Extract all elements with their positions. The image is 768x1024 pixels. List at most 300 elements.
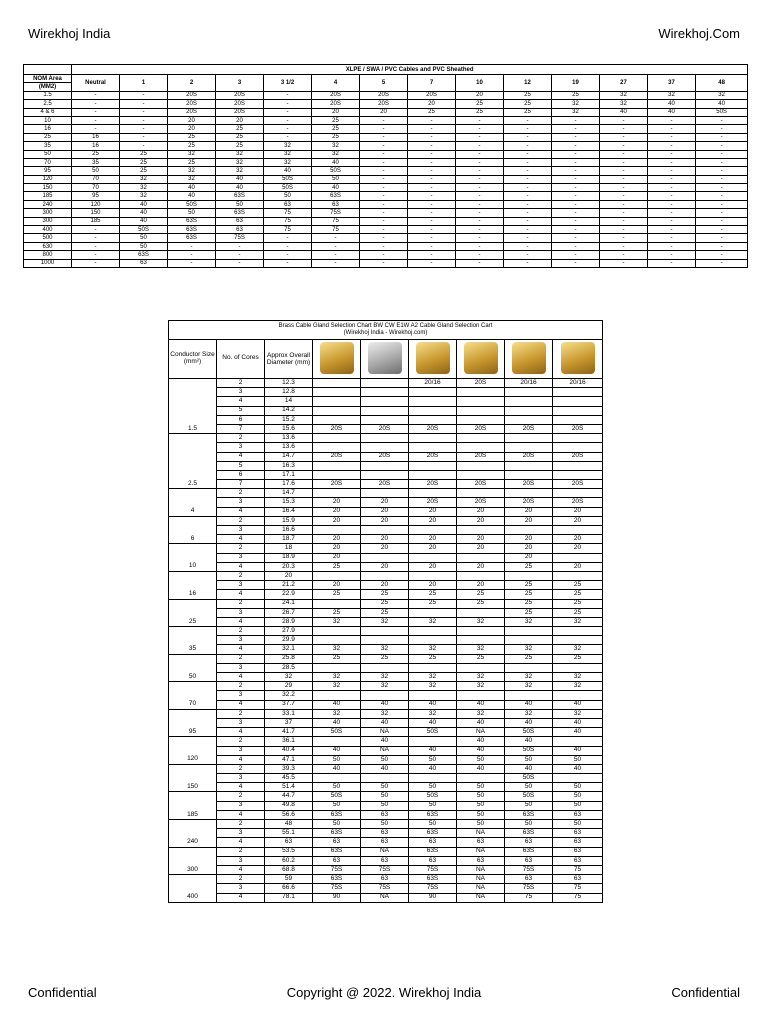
gland-size-cell: 50 xyxy=(361,792,409,801)
diameter-cell: 18.7 xyxy=(265,535,313,544)
gland-size-cell: - xyxy=(360,150,408,158)
gland-size-cell xyxy=(553,397,603,406)
gland-size-cell: 50 xyxy=(457,801,505,810)
gland-size-cell: 20 xyxy=(313,516,361,525)
gland-size-cell xyxy=(553,461,603,470)
gland-size-cell xyxy=(361,443,409,452)
gland-size-cell: 32 xyxy=(361,617,409,626)
gland-size-cell: 40 xyxy=(553,700,603,709)
gland-size-cell xyxy=(409,737,457,746)
gland-size-cell: - xyxy=(600,158,648,166)
gland-size-cell: 50S xyxy=(505,774,553,783)
gland-size-cell: 20/16 xyxy=(505,379,553,388)
gland-size-cell: 25 xyxy=(505,590,553,599)
table-row xyxy=(169,571,603,580)
gland-size-cell xyxy=(361,461,409,470)
gland-size-cell: 40 xyxy=(553,718,603,727)
table-row xyxy=(169,755,603,764)
gland-size-cell: - xyxy=(552,142,600,150)
table-row xyxy=(24,100,748,108)
gland-size-cell: - xyxy=(360,200,408,208)
gland-size-cell: 40 xyxy=(409,718,457,727)
table1-col-header: 27 xyxy=(600,75,648,92)
gland-size-cell xyxy=(505,388,553,397)
gland-size-cell: 50 xyxy=(553,820,603,829)
gland-size-cell: - xyxy=(696,242,748,250)
gland-size-cell: 20S xyxy=(505,480,553,489)
cores-cell: 2 xyxy=(217,737,265,746)
gland-size-cell: 63 xyxy=(505,856,553,865)
gland-size-cell: - xyxy=(456,167,504,175)
table-row xyxy=(24,91,748,99)
table-row xyxy=(24,108,748,116)
gland-size-cell: - xyxy=(504,192,552,200)
gland-size-cell: - xyxy=(696,167,748,175)
gland-size-cell xyxy=(313,397,361,406)
table-row xyxy=(24,150,748,158)
gland-size-cell: 20 xyxy=(409,562,457,571)
gland-size-cell xyxy=(457,608,505,617)
gland-size-cell: 25 xyxy=(313,608,361,617)
nom-area-cell: 800 xyxy=(24,251,72,259)
cores-cell: 2 xyxy=(217,379,265,388)
diameter-cell: 63 xyxy=(265,838,313,847)
gland-size-cell xyxy=(505,571,553,580)
table-row xyxy=(169,397,603,406)
gland-size-cell: 40 xyxy=(648,108,696,116)
diameter-cell: 33.1 xyxy=(265,709,313,718)
gland-size-cell: 16 xyxy=(72,142,120,150)
gland-size-cell: 75 xyxy=(312,226,360,234)
conductor-size-cell: 300 xyxy=(169,847,217,875)
gland-size-cell: 32 xyxy=(600,91,648,99)
gland-size-cell xyxy=(313,461,361,470)
gland-size-cell: 32 xyxy=(313,709,361,718)
gland-size-cell: 40 xyxy=(313,718,361,727)
gland-size-cell: 20 xyxy=(361,544,409,553)
diameter-cell: 51.4 xyxy=(265,783,313,792)
gland-size-cell: - xyxy=(504,158,552,166)
gland-size-cell: 75S xyxy=(409,865,457,874)
gland-size-cell: 40 xyxy=(168,184,216,192)
gland-size-cell: 25 xyxy=(361,654,409,663)
gland-size-cell: 40 xyxy=(216,175,264,183)
gland-size-cell xyxy=(457,571,505,580)
cores-cell: 2 xyxy=(217,682,265,691)
diameter-cell: 66.6 xyxy=(265,884,313,893)
gland-size-cell: 63 xyxy=(313,856,361,865)
gland-size-cell: - xyxy=(408,184,456,192)
table1-unit-label: (MM2) xyxy=(24,83,72,91)
gland-size-cell: 32 xyxy=(505,617,553,626)
cores-cell: 4 xyxy=(217,838,265,847)
table-row xyxy=(169,480,603,489)
gland-size-cell: - xyxy=(408,142,456,150)
gland-size-cell xyxy=(409,526,457,535)
gland-size-cell: - xyxy=(120,108,168,116)
gland-size-cell: 63S xyxy=(313,847,361,856)
gland-size-cell xyxy=(457,489,505,498)
gland-size-cell xyxy=(457,627,505,636)
gland-size-cell xyxy=(505,461,553,470)
gland-size-cell: 20 xyxy=(505,553,553,562)
gland-size-cell: 25 xyxy=(361,590,409,599)
gland-size-cell: - xyxy=(600,184,648,192)
gland-size-cell xyxy=(313,627,361,636)
gland-size-cell xyxy=(457,406,505,415)
cores-cell: 7 xyxy=(217,424,265,433)
brass-gland-icon xyxy=(416,342,450,374)
gland-size-cell xyxy=(361,434,409,443)
diameter-cell: 18.9 xyxy=(265,553,313,562)
gland-size-cell: 40 xyxy=(505,737,553,746)
table-row xyxy=(169,847,603,856)
diameter-cell: 45.5 xyxy=(265,774,313,783)
gland-size-cell: 40 xyxy=(120,217,168,225)
gland-size-cell: 63 xyxy=(553,829,603,838)
nom-area-cell: 4 & 6 xyxy=(24,108,72,116)
gland-size-cell: - xyxy=(264,251,312,259)
gland-size-cell xyxy=(553,470,603,479)
cores-cell: 2 xyxy=(217,516,265,525)
table-row xyxy=(169,783,603,792)
table-row xyxy=(169,452,603,461)
gland-size-cell: - xyxy=(648,142,696,150)
conductor-size-cell: 4 xyxy=(169,489,217,517)
gland-size-cell: 25 xyxy=(553,608,603,617)
gland-size-cell: - xyxy=(696,150,748,158)
gland-size-cell: 32 xyxy=(409,682,457,691)
gland-size-cell: 75 xyxy=(553,865,603,874)
gland-size-cell: - xyxy=(552,259,600,267)
gland-size-cell: 32 xyxy=(168,175,216,183)
gland-size-cell: - xyxy=(504,125,552,133)
gland-size-cell: 20 xyxy=(361,562,409,571)
nickel-gland-icon xyxy=(368,342,402,374)
gland-size-cell xyxy=(409,443,457,452)
gland-size-cell xyxy=(361,526,409,535)
gland-size-cell xyxy=(409,470,457,479)
gland-size-cell: - xyxy=(600,234,648,242)
brass-gland-icon xyxy=(320,342,354,374)
gland-size-cell: - xyxy=(456,184,504,192)
gland-size-cell: NA xyxy=(361,893,409,902)
cores-cell: 3 xyxy=(217,608,265,617)
gland-size-cell: 32 xyxy=(457,617,505,626)
gland-size-cell: 20S xyxy=(457,498,505,507)
cores-cell: 3 xyxy=(217,663,265,672)
gland-size-cell: 50 xyxy=(505,783,553,792)
nom-area-cell: 10 xyxy=(24,116,72,124)
table-row xyxy=(24,184,748,192)
diameter-cell: 60.2 xyxy=(265,856,313,865)
gland-size-cell: 25 xyxy=(312,125,360,133)
conductor-size-cell: 400 xyxy=(169,875,217,903)
cores-cell: 2 xyxy=(217,820,265,829)
gland-size-cell: 63 xyxy=(361,856,409,865)
gland-size-cell xyxy=(457,663,505,672)
gland-size-cell: 32 xyxy=(168,150,216,158)
gland-size-cell xyxy=(457,691,505,700)
gland-size-cell: - xyxy=(360,184,408,192)
gland-size-cell: 25 xyxy=(457,590,505,599)
gland-size-cell: 25 xyxy=(313,590,361,599)
table-row xyxy=(169,599,603,608)
gland-size-cell: 20 xyxy=(168,125,216,133)
gland-size-cell: - xyxy=(696,259,748,267)
conductor-size-cell: 120 xyxy=(169,737,217,765)
gland-size-cell: - xyxy=(648,200,696,208)
gland-size-cell xyxy=(409,553,457,562)
gland-size-cell: 63S xyxy=(409,847,457,856)
diameter-header: Approx Overall Diameter (mm) xyxy=(265,340,313,379)
gland-size-cell: 40 xyxy=(216,184,264,192)
gland-size-cell: 50S xyxy=(505,792,553,801)
table1-nom-label: NOM Area xyxy=(24,75,72,83)
gland-size-cell: 20S xyxy=(361,452,409,461)
diameter-cell: 29.9 xyxy=(265,636,313,645)
diameter-cell: 36.1 xyxy=(265,737,313,746)
nom-area-cell: 630 xyxy=(24,242,72,250)
table-row xyxy=(24,234,748,242)
gland-size-cell: - xyxy=(648,116,696,124)
gland-size-cell: - xyxy=(168,251,216,259)
gland-size-cell: 63 xyxy=(409,856,457,865)
diameter-cell: 56.6 xyxy=(265,810,313,819)
gland-size-cell: 20S xyxy=(216,108,264,116)
gland-size-cell: - xyxy=(552,133,600,141)
nom-area-cell: 150 xyxy=(24,184,72,192)
table-row xyxy=(169,461,603,470)
gland-photo-cell xyxy=(457,340,505,379)
gland-size-cell: 50S xyxy=(696,108,748,116)
gland-size-cell: - xyxy=(312,242,360,250)
gland-size-cell: 32 xyxy=(505,682,553,691)
conductor-size-cell: 6 xyxy=(169,516,217,544)
gland-size-cell xyxy=(361,379,409,388)
gland-size-cell: 20S xyxy=(505,452,553,461)
gland-size-cell: - xyxy=(456,150,504,158)
cores-cell: 3 xyxy=(217,718,265,727)
gland-size-cell: 20S xyxy=(409,424,457,433)
gland-size-cell: 20 xyxy=(409,544,457,553)
gland-size-cell: - xyxy=(648,158,696,166)
cores-cell: 6 xyxy=(217,470,265,479)
gland-size-cell xyxy=(361,489,409,498)
gland-size-cell: - xyxy=(360,192,408,200)
gland-size-cell: 20S xyxy=(553,452,603,461)
gland-size-cell: 25 xyxy=(456,108,504,116)
gland-size-cell: - xyxy=(456,242,504,250)
table-row xyxy=(169,673,603,682)
gland-size-cell: 50S xyxy=(409,728,457,737)
nom-area-cell: 95 xyxy=(24,167,72,175)
gland-size-cell xyxy=(505,406,553,415)
table-row xyxy=(169,838,603,847)
gland-size-cell: - xyxy=(696,209,748,217)
nom-area-cell: 300 xyxy=(24,217,72,225)
gland-size-cell: - xyxy=(264,234,312,242)
gland-size-cell: - xyxy=(696,158,748,166)
gland-size-cell xyxy=(313,571,361,580)
gland-size-cell: 20/16 xyxy=(409,379,457,388)
gland-size-cell: 50S xyxy=(409,792,457,801)
cores-cell: 3 xyxy=(217,774,265,783)
gland-size-cell: - xyxy=(360,209,408,217)
gland-size-cell xyxy=(505,489,553,498)
gland-size-cell: - xyxy=(552,209,600,217)
gland-size-cell: 20S xyxy=(553,480,603,489)
gland-size-cell: - xyxy=(600,133,648,141)
gland-size-cell: 63S xyxy=(168,226,216,234)
gland-size-cell: 20 xyxy=(409,507,457,516)
brass-gland-icon xyxy=(512,342,546,374)
diameter-cell: 12.3 xyxy=(265,379,313,388)
cores-cell: 2 xyxy=(217,489,265,498)
gland-size-cell: - xyxy=(552,200,600,208)
gland-size-cell: 63 xyxy=(361,829,409,838)
gland-size-cell xyxy=(313,489,361,498)
diameter-cell: 44.7 xyxy=(265,792,313,801)
gland-size-cell: - xyxy=(408,167,456,175)
gland-size-cell: 20/16 xyxy=(553,379,603,388)
gland-size-cell: 40 xyxy=(409,764,457,773)
table1-col-header: 3 1/2 xyxy=(264,75,312,92)
gland-size-cell: - xyxy=(456,175,504,183)
table1-col-header: Neutral xyxy=(72,75,120,92)
brass-gland-icon xyxy=(561,342,595,374)
gland-size-cell: 32 xyxy=(648,91,696,99)
cores-cell: 2 xyxy=(217,544,265,553)
gland-size-cell: - xyxy=(600,192,648,200)
gland-size-cell: 50S xyxy=(313,792,361,801)
gland-size-cell: 20 xyxy=(408,100,456,108)
diameter-cell: 39.3 xyxy=(265,764,313,773)
gland-size-cell: 75 xyxy=(264,209,312,217)
table-row xyxy=(24,200,748,208)
gland-size-cell: 32 xyxy=(264,150,312,158)
gland-size-cell: - xyxy=(600,175,648,183)
gland-size-cell xyxy=(361,571,409,580)
table-row xyxy=(169,553,603,562)
gland-size-cell: 40 xyxy=(457,746,505,755)
gland-size-cell: - xyxy=(72,108,120,116)
gland-size-cell: - xyxy=(408,192,456,200)
gland-size-cell: 63S xyxy=(168,217,216,225)
gland-size-cell: - xyxy=(600,251,648,259)
gland-size-cell: - xyxy=(216,242,264,250)
gland-size-cell xyxy=(505,470,553,479)
gland-size-cell: 63 xyxy=(120,259,168,267)
conductor-size-cell: 35 xyxy=(169,627,217,655)
nom-area-cell: 16 xyxy=(24,125,72,133)
cores-cell: 4 xyxy=(217,397,265,406)
gland-size-cell: - xyxy=(648,150,696,158)
conductor-size-cell: 185 xyxy=(169,792,217,820)
gland-size-cell: 63S xyxy=(168,234,216,242)
diameter-cell: 15.6 xyxy=(265,424,313,433)
gland-size-cell: - xyxy=(408,133,456,141)
gland-size-cell xyxy=(457,553,505,562)
gland-size-cell: 63 xyxy=(264,200,312,208)
table-row xyxy=(169,682,603,691)
gland-size-cell: - xyxy=(408,125,456,133)
gland-size-cell: - xyxy=(504,226,552,234)
gland-size-cell xyxy=(553,636,603,645)
gland-size-cell: - xyxy=(696,192,748,200)
cores-cell: 6 xyxy=(217,415,265,424)
gland-size-cell xyxy=(313,415,361,424)
gland-size-cell: - xyxy=(552,184,600,192)
gland-size-cell: - xyxy=(408,116,456,124)
gland-size-cell: - xyxy=(648,192,696,200)
cores-cell: 3 xyxy=(217,498,265,507)
diameter-cell: 32 xyxy=(265,673,313,682)
table-row xyxy=(169,379,603,388)
diameter-cell: 32.2 xyxy=(265,691,313,700)
gland-size-cell: 32 xyxy=(457,709,505,718)
gland-size-cell: 75 xyxy=(312,217,360,225)
table-row xyxy=(169,388,603,397)
gland-size-cell: 20 xyxy=(457,581,505,590)
gland-size-cell: - xyxy=(504,167,552,175)
diameter-cell: 15.2 xyxy=(265,415,313,424)
table2-title-cell xyxy=(169,321,603,340)
gland-size-cell: - xyxy=(408,209,456,217)
gland-size-cell xyxy=(457,470,505,479)
gland-size-cell: 63 xyxy=(409,838,457,847)
gland-size-cell: 25 xyxy=(505,562,553,571)
gland-size-cell: 50 xyxy=(553,755,603,764)
table-row xyxy=(169,636,603,645)
gland-size-cell: 40 xyxy=(409,700,457,709)
gland-size-cell: 32 xyxy=(168,167,216,175)
gland-size-cell: - xyxy=(696,125,748,133)
gland-size-cell xyxy=(313,663,361,672)
gland-size-cell: NA xyxy=(457,829,505,838)
diameter-cell: 17.1 xyxy=(265,470,313,479)
gland-size-cell xyxy=(313,599,361,608)
gland-size-cell: - xyxy=(504,150,552,158)
table-row xyxy=(169,470,603,479)
gland-size-cell: 63S xyxy=(120,251,168,259)
gland-size-cell: - xyxy=(648,226,696,234)
gland-size-cell: - xyxy=(600,142,648,150)
gland-size-cell: 20S xyxy=(313,424,361,433)
diameter-cell: 20.3 xyxy=(265,562,313,571)
gland-size-cell: 50S xyxy=(264,184,312,192)
gland-size-cell: - xyxy=(648,209,696,217)
gland-size-cell: 25 xyxy=(408,108,456,116)
gland-size-cell: 20 xyxy=(409,535,457,544)
gland-size-cell: 32 xyxy=(409,709,457,718)
table-row xyxy=(24,125,748,133)
nom-area-cell: 35 xyxy=(24,142,72,150)
gland-size-cell xyxy=(553,571,603,580)
gland-size-cell: - xyxy=(696,251,748,259)
table-row xyxy=(169,627,603,636)
gland-size-cell: NA xyxy=(457,884,505,893)
table-row xyxy=(24,242,748,250)
conductor-size-header: Conductor Size (mm²) xyxy=(169,340,217,379)
gland-size-cell: 63 xyxy=(313,838,361,847)
diameter-cell: 16.6 xyxy=(265,526,313,535)
gland-size-cell: 75 xyxy=(264,226,312,234)
cores-cell: 2 xyxy=(217,764,265,773)
gland-size-cell: 50 xyxy=(361,783,409,792)
gland-size-cell: 25 xyxy=(457,654,505,663)
gland-size-cell xyxy=(361,397,409,406)
